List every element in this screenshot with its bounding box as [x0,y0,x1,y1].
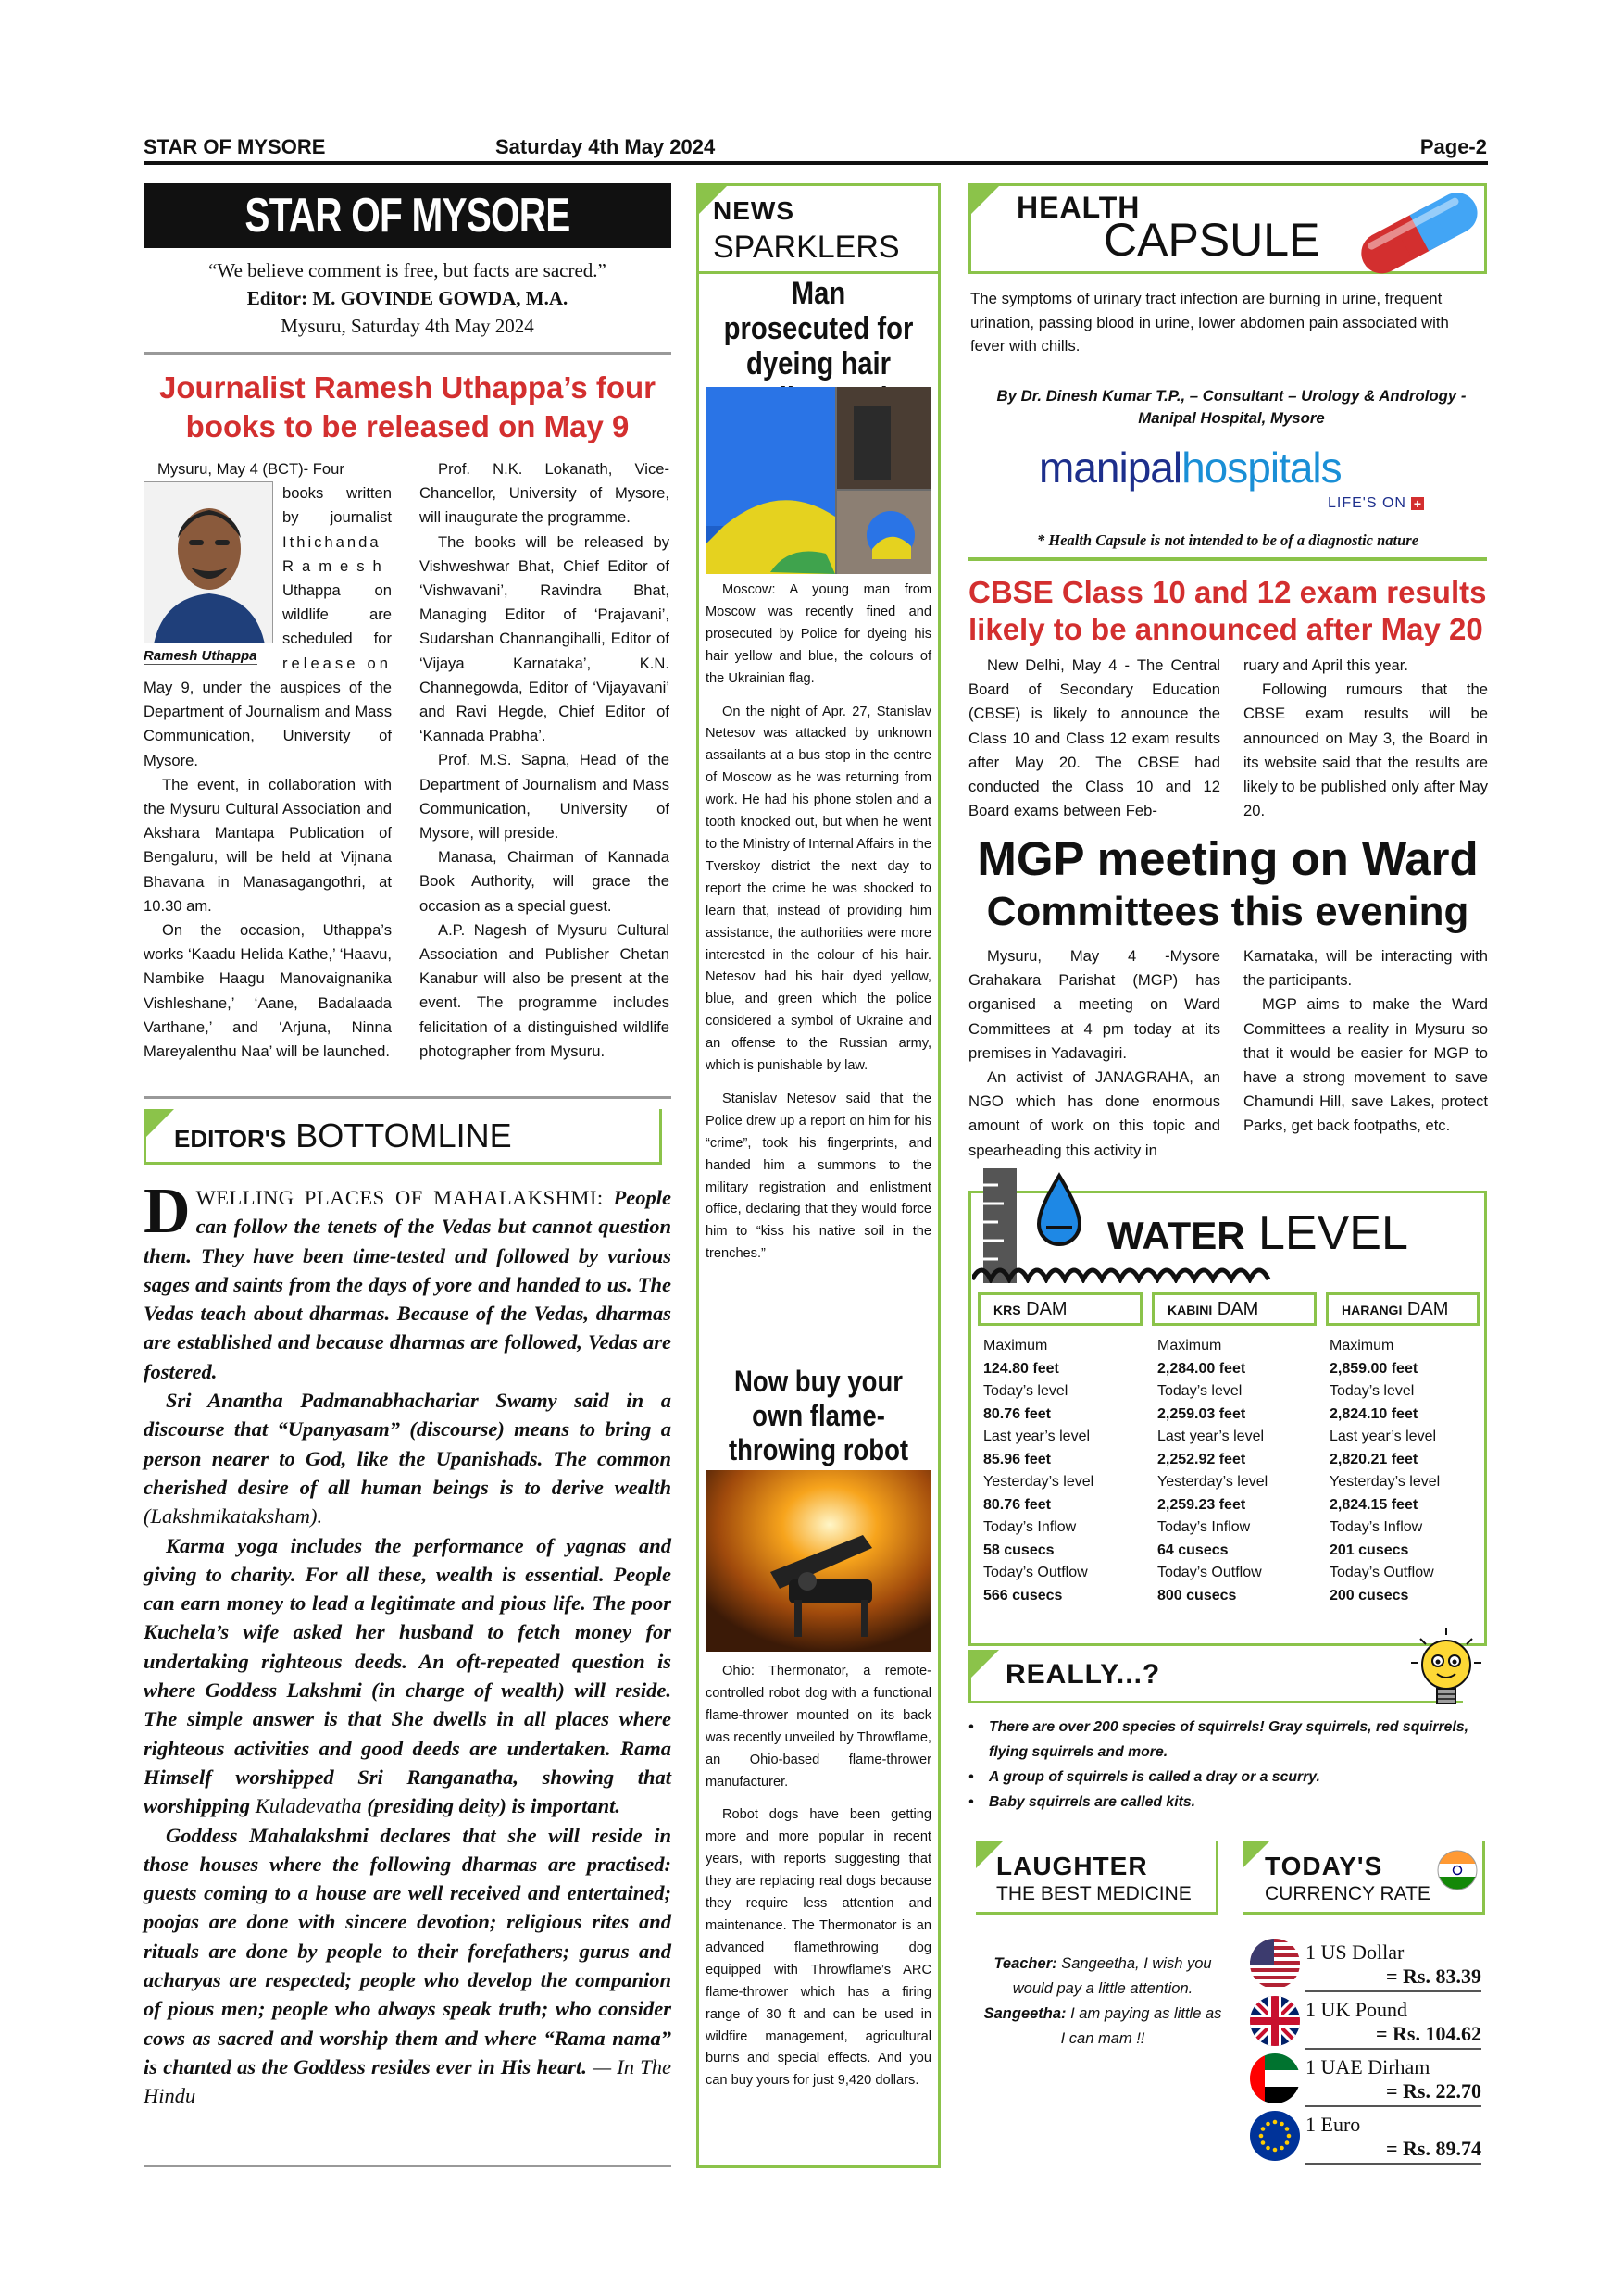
bottomline-top-rule [144,1096,671,1099]
masthead-editor: Editor: M. GOVINDE GOWDA, M.A. [246,287,568,309]
joke-line: I am paying as little as I can mam !! [1060,2005,1222,2047]
lead-story-wrap-lines [157,457,392,676]
laughter-label-bold: LAUGHTER [996,1852,1148,1880]
sparkler1-text: On the night of Apr. 27, Stanislav Netesov was attacked by unknown assailants at a bus stop in the centre of Moscow as he was returning from work. He had his phone stolen and a tooth knocked out, but when he went to the Ministry of Internal Affairs in the Tverskoy district the next day to report the crime he was shocked to learn that, instead of providing him assistance, the authorities were more interested in the colour of his hair. Netesov had his hair dyed yellow, blue, and green which the police considered a symbol of Ukraine and an offense to the Russian army, which is punishable by law. [706,704,931,1074]
label-notch [971,186,999,214]
mgp-text: MGP aims to make the Ward Committees a reality in Mysuru so that it would be easier for MGP to have a strong movement to save Chamundi Hill, save Lakes, protect Parks, get back footpaths, etc. [1243,995,1488,1135]
masthead-title: STAR OF MYSORE [244,189,570,243]
really-fact-text: Baby squirrels are called kits. [989,1794,1196,1810]
really-fact-text: There are over 200 species of squirrels! Gray squirrels, red squirrels, flying squirrels and more. [989,1719,1469,1760]
water-level-label [1107,1205,1408,1264]
wrap-line: Uthappa on [282,581,392,600]
really-fact-item [968,1765,1489,1790]
lead-story-text: On the occasion, Uthappa’s works ‘Kaadu Helida Kathe,’ ‘Haavu, Nambike Haagu Manovaignanika Vishleshane,’ ‘Aane, Badalaada Varthane,’ and ‘Arjuna, Ninna Mareyalenthu Naa’ will be launched. [144,921,392,1061]
dam-label: Last year’s level [1157,1429,1265,1444]
dam-name: HARANGI [1342,1303,1403,1317]
currency-row-eur [1241,2107,1481,2163]
bottomline-text: Karma yoga includes the performance of yagnas and giving to charity. For all these, wealth is essential. People can earn money to lead a legitimate and pious life. The poor Kuchela’s wife asked her husband to fetch money for undertaking righteous deeds. An oft-repeated question is where Goddess Lakshmi (in charge of wealth) will reside. The simple answer is that She dwells in all places where righteous activities and good deeds are undertaken. Rama Himself worshipped Sri Ranganatha, showing that worshipping [144,1533,671,1818]
currency-name: 1 Euro [1305,2113,1361,2136]
water-level-label-bold: WATER [1107,1214,1245,1257]
joke-line: Sangeetha, I wish you would pay a little attention. [1012,1955,1212,1997]
really-fact-item [968,1715,1489,1765]
masthead-banner [144,183,671,248]
bottomline-text: People can follow the tenets of the Vedas but cannot question them. They have been time-tested and followed by various sages and saints from the days of yore and handed to us. The Vedas teach about dharmas. Because of the Vedas, dharmas are established and because dharmas are followed, Vedas are fostered. [144,1186,672,1383]
bottomline-text: Goddess Mahalakshmi declares that she will reside in those houses where the following dharmas are practised: guests coming to a house are well received and entertained; poojas are done with sincere devotion; religious rites and rituals are done by people to their forefathers; gurus and acharyas are respected; people who develop the companion of pious men; people who always speak truth; who consider cows as sacred and worship them and where “Rama nama” is chanted as the Goddess resides ever in His heart. [144,1823,671,2078]
cbse-text: Following rumours that the CBSE exam results will be announced on May 3, the Board in its website said that the results are likely to be published only after May 20. [1243,680,1488,820]
photo-caption: Ramesh Uthappa [144,648,257,664]
sparkler2-text: Ohio: Thermonator, a remote-controlled robot dog with a functional flame-thrower mounted on its back was recently unveiled by Throwflame, an Ohio-based flame-thrower manufacturer. [706,1664,931,1790]
currency-label-bold: TODAY'S [1265,1852,1383,1880]
manipal-logo-tagline [1328,495,1424,512]
really-facts-list [968,1715,1489,1815]
dam-label: Maximum [983,1338,1048,1354]
masthead-rule [144,352,671,355]
wrap-line: wildlife are [282,605,392,624]
bottomline-text: (presiding deity) is important. [367,1794,621,1818]
bottomline-label-light: BOTTOMLINE [295,1117,512,1154]
kabini-dam-data [1157,1335,1268,1607]
manipal-logo-part: manipal [1039,443,1182,492]
blue-yellow-hair-photo [706,387,931,574]
dam-label: Today’s Inflow [1330,1519,1423,1535]
header-date: Saturday 4th May 2024 [495,135,716,158]
dam-value: 2,824.10 feet [1330,1405,1418,1422]
health-capsule-disclaimer: * Health Capsule is not intended to be of a diagnostic nature [1036,531,1419,549]
dam-value: 566 cusecs [983,1587,1063,1603]
dam-suffix: DAM [1217,1299,1259,1319]
mgp-col2 [1243,944,1488,1139]
masthead-dateline: Mysuru, Saturday 4th May 2024 [281,315,534,337]
dam-value: 58 cusecs [983,1541,1055,1558]
flame-robot-dog-photo [706,1470,931,1652]
mgp-text: Karnataka, will be interacting with the participants. [1243,947,1488,990]
dam-label: Today’s level [1157,1383,1243,1399]
wrap-line: books written [282,484,392,503]
bottomline-body [144,1176,672,2111]
lead-story-text: May 9, under the auspices of the Department of Journalism and Mass Communication, University of Mysore. [144,679,392,769]
mgp-text: Mysuru, May 4 -Mysore Grahakara Parishat (MGP) has organised a meeting on Ward Committees at 4 pm today at its premises in Yadavagiri. [968,947,1220,1062]
india-flag-icon [1437,1850,1478,1890]
dam-name: KABINI [1168,1303,1213,1317]
bottomline-dropcap: D [144,1176,191,1247]
wrap-line: Ramesh [282,556,390,575]
lead-story-col2 [419,457,669,1064]
currency-rate: = Rs. 22.70 [1386,2079,1481,2103]
dam-label: Last year’s level [1330,1429,1437,1444]
cbse-text: ruary and April this year. [1243,656,1409,674]
dam-suffix: DAM [1406,1299,1449,1319]
bottomline-text: Kuladevatha [255,1794,362,1818]
sparkler1-text: Moscow: A young man from Moscow was recently fined and prosecuted by Police for dyeing his hair yellow and blue, the colours of the Ukrainian flag. [706,582,931,686]
hair-photo-illustration [706,387,931,574]
manipal-tagline-text: LIFE'S ON [1328,495,1406,511]
currency-name: 1 UK Pound [1305,1998,1408,2021]
portrait-illustration [144,482,273,643]
dam-label: Maximum [1157,1338,1222,1354]
bullet-icon: • [968,1794,974,1810]
sparkler1-body [706,580,931,1266]
lead-story-text: The event, in collaboration with the Mysuru Cultural Association and Akshara Mantapa Publication of Bengaluru, will be held at Vijnana Bhavana in Manasagangothri, at 10.30 am. [144,775,392,915]
cbse-text: New Delhi, May 4 - The Central Board of Secondary Education (CBSE) is likely to announce the Class 10 and Class 12 exam results after May 20. The CBSE had conducted the Class 10 and 12 Board exams between Feb- [968,656,1220,820]
sparkler1-headline: Man prosecuted for dyeing hair [723,276,914,381]
dam-label: Today’s Outflow [983,1565,1088,1580]
dam-label: Last year’s level [983,1429,1091,1444]
dam-label: Today’s level [983,1383,1068,1399]
health-capsule-label-light: CAPSULE [1104,214,1320,266]
dam-value: 2,859.00 feet [1330,1360,1418,1377]
dam-name: KRS [993,1303,1021,1317]
lead-story-text: Manasa, Chairman of Kannada Book Authority, will grace the occasion as a special guest. [419,848,669,915]
dam-label: Yesterday’s level [1157,1474,1268,1490]
label-notch [971,1650,999,1678]
currency-label-light: CURRENCY RATE [1265,1883,1430,1904]
sparkler1-text: Stanislav Netesov said that the Police drew up a report on him for his “crime”, took his fingerprints, and handed him a summons to the military registration and enlistment office, declaring that they would force him to “kiss his native soil in the trenches.” [706,1091,931,1262]
health-capsule-byline: By Dr. Dinesh Kumar T.P., – Consultant – Urology & Andrology - Manipal Hospital, Mysore [996,387,1467,427]
health-capsule-label-bold: HEALTH [1017,191,1141,224]
harangi-dam-data [1330,1335,1440,1607]
dam-value: 2,259.23 feet [1157,1496,1246,1513]
uae-flag-icon [1250,2053,1300,2103]
laughter-joke [981,1952,1224,2052]
dam-value: 201 cusecs [1330,1541,1409,1558]
joke-speaker: Teacher: [993,1955,1057,1972]
lead-story-text: Prof. N.K. Lokanath, Vice-Chancellor, University of Mysore, will inaugurate the programme. [419,460,669,527]
dam-label: Today’s Inflow [983,1519,1077,1535]
really-label: REALLY...? [1006,1659,1161,1690]
currency-rate: = Rs. 89.74 [1386,2137,1481,2160]
lead-story-text: The books will be released by Vishweshwar Bhat, Chief Editor of ‘Vishwavani’, Ravindra Bhat, Managing Editor of ‘Prajavani’, Sudarshan Channangihalli, Editor of ‘Vijaya Karnataka’, K.N. Channegowda, Editor of ‘Vijayavani’ and Ravi Hegde, Chief Editor of ‘Kannada Prabha’. [419,532,669,745]
dam-value: 2,824.15 feet [1330,1496,1418,1513]
mgp-col1 [968,944,1220,1163]
news-sparklers-label-light: SPARKLERS [713,230,900,265]
bullet-icon: • [968,1719,974,1735]
wrap-line: Ithichanda [282,532,381,551]
dam-value: 80.76 feet [983,1496,1051,1513]
laughter-label-light: THE BEST MEDICINE [996,1883,1192,1904]
currency-name: 1 UAE Dirham [1305,2055,1430,2078]
lead-story-text: Prof. M.S. Sapna, Head of the Department of Journalism and Mass Communication, University of Mysore, will preside. [419,751,669,842]
label-notch [146,1109,174,1137]
currency-divider [1305,2163,1481,2165]
krs-dam-data [983,1335,1093,1607]
wrap-line: Mysuru, May 4 (BCT)- Four [157,460,344,478]
dam-label: Today’s Inflow [1157,1519,1251,1535]
cbse-col1 [968,654,1220,823]
manipal-hospitals-logo [1039,443,1342,493]
sparkler2-headline: Now buy your own flame-throwing robot [728,1365,909,1466]
currency-row-aed [1241,2050,1481,2105]
header-paper-name: STAR OF MYSORE [144,135,326,158]
news-sparklers-label-bold: NEWS [713,196,794,225]
currency-row-gbp [1241,1992,1481,2048]
dam-value: 2,284.00 feet [1157,1360,1246,1377]
dam-label: Maximum [1330,1338,1394,1354]
eu-flag-icon [1250,2111,1300,2161]
dam-value: 2,252.92 feet [1157,1451,1246,1467]
capsule-pill-icon [1344,185,1493,278]
sparkler2-text: Robot dogs have been getting more and more popular in recent years, with reports suggesting that they are replacing real dogs because they require less attention and maintenance. The Thermonator is an advanced flamethrowing dog equipped with Throwflame’s ARC flame-thrower which has a firing range of 30 ft and can be used in wildfire management, agricultural burns and special effects. And you can buy yours for just 9,420 dollars. [706,1807,931,2089]
laughter-joke-student [981,2002,1224,2052]
usa-flag-icon [1250,1939,1300,1989]
currency-name: 1 US Dollar [1305,1940,1405,1964]
mgp-text: An activist of JANAGRAHA, an NGO which has done enormous amount of work on this topic and spearheading this activity in [968,1068,1220,1159]
wrap-line: release on [282,654,392,672]
lead-story-col1 [144,676,392,1064]
dam-label: Yesterday’s level [1330,1474,1441,1490]
health-capsule-text: The symptoms of urinary tract infection are burning in urine, frequent urination, passing blood in urine, lower abdomen pain associated with fever with chills. [970,290,1449,355]
dam-value: 64 cusecs [1157,1541,1229,1558]
krs-dam-header [978,1292,1143,1326]
dam-value: 124.80 feet [983,1360,1059,1377]
health-capsule-rule [968,557,1487,561]
dam-value: 85.96 feet [983,1451,1051,1467]
dam-value: 2,820.21 feet [1330,1451,1418,1467]
bullet-icon: • [968,1769,974,1785]
header-rule [144,161,1488,165]
red-cross-icon: + [1411,497,1424,510]
header-page-number: Page-2 [1419,135,1487,158]
really-fact-text: A group of squirrels is called a dray or a scurry. [989,1769,1320,1785]
bottomline-bottom-rule [144,2165,671,2167]
bottomline-kicker: WELLING PLACES OF MAHALAKSHMI: [195,1186,604,1209]
dam-label: Yesterday’s level [983,1474,1094,1490]
really-fact-item [968,1790,1489,1815]
currency-rate: = Rs. 83.39 [1386,1965,1481,1988]
uk-flag-icon [1250,1996,1300,2046]
dam-label: Today’s Outflow [1330,1565,1434,1580]
currency-rate: = Rs. 104.62 [1376,2022,1481,2045]
wrap-line: scheduled for [282,630,392,648]
dam-value: 80.76 feet [983,1405,1051,1422]
wrap-line: by journalist [282,508,392,527]
dam-value: 800 cusecs [1157,1587,1237,1603]
bottomline-text: Sri Anantha Padmanabhachariar Swamy said in a discourse that “Upanyasam” (discourse) means to bring a person nearer to God, like the Upanishads. The common cherished desire of all human beings is to derive wealth [144,1389,671,1499]
lightbulb-mascot-icon [1409,1626,1483,1715]
joke-speaker: Sangeetha: [983,2005,1067,2022]
ramesh-uthappa-photo [144,481,273,643]
dam-label: Today’s Outflow [1157,1565,1262,1580]
bottomline-label [174,1116,512,1159]
robot-dog-illustration [706,1470,931,1652]
dam-value: 2,259.03 feet [1157,1405,1246,1422]
masthead-motto: “We believe comment is free, but facts are sacred.” [208,259,606,281]
sparkler2-body [706,1661,931,2092]
dam-value: 200 cusecs [1330,1587,1409,1603]
cbse-col2 [1243,654,1488,823]
kabini-dam-header [1152,1292,1317,1326]
manipal-logo-part: hospitals [1181,443,1342,492]
mgp-headline-line2: Committees this evening [986,889,1469,934]
dam-suffix: DAM [1026,1299,1068,1319]
bottomline-label-bold: EDITOR'S [174,1125,287,1153]
bottomline-credit: — In The Hindu [144,2054,672,2108]
cbse-headline: CBSE Class 10 and 12 exam results likely to be announced after May 20 [968,575,1487,646]
bottomline-text: (Lakshmikataksham). [144,1504,323,1529]
dam-label: Today’s level [1330,1383,1415,1399]
harangi-dam-header [1326,1292,1480,1326]
currency-row-usd [1241,1935,1481,1990]
lead-story-text: A.P. Nagesh of Mysuru Cultural Association and Publisher Chetan Kanabur will also be present at the event. The programme includes felicitation of a distinguished wildlife photographer from Mysuru. [419,920,669,1060]
mgp-headline-line1: MGP meeting on Ward [977,832,1479,885]
laughter-joke-teacher [981,1952,1224,2002]
lead-story-headline: Journalist Ramesh Uthappa’s four books to be released on May 9 [158,370,656,443]
water-level-label-light: LEVEL [1258,1206,1408,1260]
